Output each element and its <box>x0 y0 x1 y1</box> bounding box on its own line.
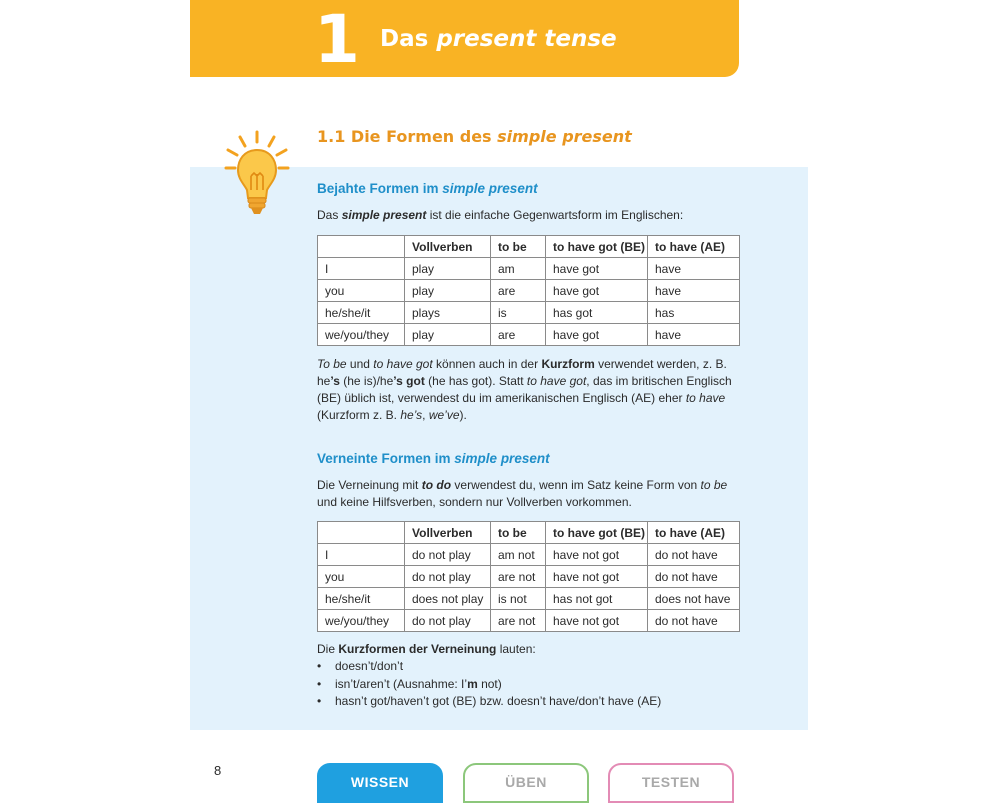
list-item-text: isn’t/aren’t (Ausnahme: I’ <box>335 676 468 691</box>
table-cell: have got <box>546 258 648 280</box>
table-header: Vollverben <box>405 236 491 258</box>
table-header-row <box>318 522 740 544</box>
table-header <box>318 236 405 258</box>
intro-term: to be <box>700 478 728 492</box>
chapter-title <box>380 24 617 54</box>
note-term: to have got <box>373 357 433 371</box>
negative-intro <box>317 477 742 511</box>
intro-text: lauten: <box>496 642 536 656</box>
intro-text: und keine Hilfsverben, sondern nur Vollverben vorkommen. <box>317 495 632 509</box>
table-cell: you <box>318 566 405 588</box>
table-header: to be <box>491 236 546 258</box>
table-header-row <box>318 236 740 258</box>
table-cell: do not play <box>405 544 491 566</box>
note-text: (he is)/he <box>339 374 394 388</box>
table-cell: has <box>648 302 740 324</box>
negative-table <box>317 521 740 632</box>
note-term: we’ve <box>428 408 460 422</box>
table-header: Vollverben <box>405 522 491 544</box>
table-cell: have not got <box>546 566 648 588</box>
table-cell: do not have <box>648 566 740 588</box>
table-header: to have (AE) <box>648 236 740 258</box>
intro-term: simple present <box>341 208 427 222</box>
note-text: (he has got). Statt <box>424 374 527 388</box>
note-bold: ’s got <box>393 374 425 388</box>
tab-ueben[interactable]: ÜBEN <box>463 763 589 803</box>
table-header: to have got (BE) <box>546 236 648 258</box>
intro-text: ist die einfache Gegenwartsform im Englischen: <box>426 208 684 222</box>
chapter-title-italic: present tense <box>436 26 617 52</box>
table-cell: is not <box>491 588 546 610</box>
table-cell: am not <box>491 544 546 566</box>
table-cell: have not got <box>546 544 648 566</box>
table-row <box>318 258 740 280</box>
note-text: ). <box>459 408 467 422</box>
table-cell: you <box>318 280 405 302</box>
table-row <box>318 544 740 566</box>
table-header <box>318 522 405 544</box>
list-item-text: not) <box>477 676 502 691</box>
table-cell: he/she/it <box>318 302 405 324</box>
intro-text: Das <box>317 208 342 222</box>
table-cell: have <box>648 280 740 302</box>
note-term: to have got <box>526 374 587 388</box>
affirmative-heading-plain: Bejahte Formen im <box>317 181 443 196</box>
table-row <box>318 280 740 302</box>
table-header: to be <box>491 522 546 544</box>
table-cell: he/she/it <box>318 588 405 610</box>
section-title <box>317 126 632 148</box>
negative-heading-plain: Verneinte Formen im <box>317 451 455 466</box>
table-header: to have (AE) <box>648 522 740 544</box>
table-cell: I <box>318 258 405 280</box>
note-text: verwendet werden, z. B. <box>594 357 727 371</box>
table-cell: has not got <box>546 588 648 610</box>
intro-text: verwendest du, wenn im Satz keine Form von <box>451 478 701 492</box>
intro-bold: Kurzformen der Verneinung <box>338 642 497 656</box>
chapter-number: 1 <box>314 1 360 78</box>
table-cell: I <box>318 544 405 566</box>
table-row <box>318 302 740 324</box>
table-cell: we/you/they <box>318 324 405 346</box>
table-cell: do not have <box>648 610 740 632</box>
table-cell: does not have <box>648 588 740 610</box>
section-title-plain: 1.1 Die Formen des <box>317 127 498 146</box>
table-cell: have <box>648 324 740 346</box>
affirmative-intro <box>317 207 742 224</box>
table-cell: does not play <box>405 588 491 610</box>
table-cell: have got <box>546 324 648 346</box>
table-cell: is <box>491 302 546 324</box>
negative-heading <box>317 450 550 468</box>
table-row <box>318 588 740 610</box>
table-cell: are <box>491 280 546 302</box>
chapter-title-plain: Das <box>380 26 437 52</box>
list-item-text: doesn’t/don’t <box>335 659 404 673</box>
tab-testen[interactable]: TESTEN <box>608 763 734 803</box>
table-cell: do not play <box>405 566 491 588</box>
table-cell: am <box>491 258 546 280</box>
table-row <box>318 566 740 588</box>
table-cell: do not play <box>405 610 491 632</box>
table-cell: have not got <box>546 610 648 632</box>
table-cell: we/you/they <box>318 610 405 632</box>
short-forms-intro <box>317 641 742 658</box>
affirmative-table <box>317 235 740 346</box>
table-cell: play <box>405 280 491 302</box>
note-text: (Kurzform z. B. <box>317 408 401 422</box>
list-item-bold: m <box>467 676 478 691</box>
note-bold: Kurzform <box>541 357 595 371</box>
table-cell: has got <box>546 302 648 324</box>
note-text: können auch in der <box>432 357 542 371</box>
negative-heading-italic: simple present <box>454 451 550 466</box>
note-text: , <box>422 408 429 422</box>
note-text: , das im britischen Englisch (BE) üblich ist, verwendest du im amerikanischen Englisch (AE) eher <box>317 374 732 405</box>
table-cell: are <box>491 324 546 346</box>
note-term: he’s <box>400 408 423 422</box>
list-item-text: hasn’t got/haven’t got (BE) bzw. doesn’t have/don’t have (AE) <box>335 694 662 708</box>
intro-text: Die Verneinung mit <box>317 478 422 492</box>
affirmative-heading <box>317 180 538 198</box>
table-cell: are not <box>491 566 546 588</box>
kurzform-note <box>317 356 742 424</box>
section-title-italic: simple present <box>497 127 632 146</box>
table-row <box>318 610 740 632</box>
note-bold: ’s <box>330 374 340 388</box>
note-term: to have <box>685 391 726 405</box>
table-cell: have <box>648 258 740 280</box>
table-cell: play <box>405 324 491 346</box>
note-text: und <box>346 357 374 371</box>
intro-term: to do <box>421 478 452 492</box>
table-row <box>318 324 740 346</box>
note-text: he <box>317 374 331 388</box>
list-item <box>317 676 661 694</box>
page-number: 8 <box>214 763 222 778</box>
table-cell: plays <box>405 302 491 324</box>
table-cell: do not have <box>648 544 740 566</box>
short-forms-list <box>317 658 661 711</box>
tab-wissen[interactable]: WISSEN <box>317 763 443 803</box>
table-header: to have got (BE) <box>546 522 648 544</box>
affirmative-heading-italic: simple present <box>442 181 538 196</box>
intro-text: Die <box>317 642 339 656</box>
table-cell: have got <box>546 280 648 302</box>
table-cell: play <box>405 258 491 280</box>
list-item <box>317 658 661 676</box>
table-cell: are not <box>491 610 546 632</box>
lightbulb-icon <box>224 128 290 220</box>
list-item <box>317 693 661 711</box>
note-term: To be <box>317 357 347 371</box>
